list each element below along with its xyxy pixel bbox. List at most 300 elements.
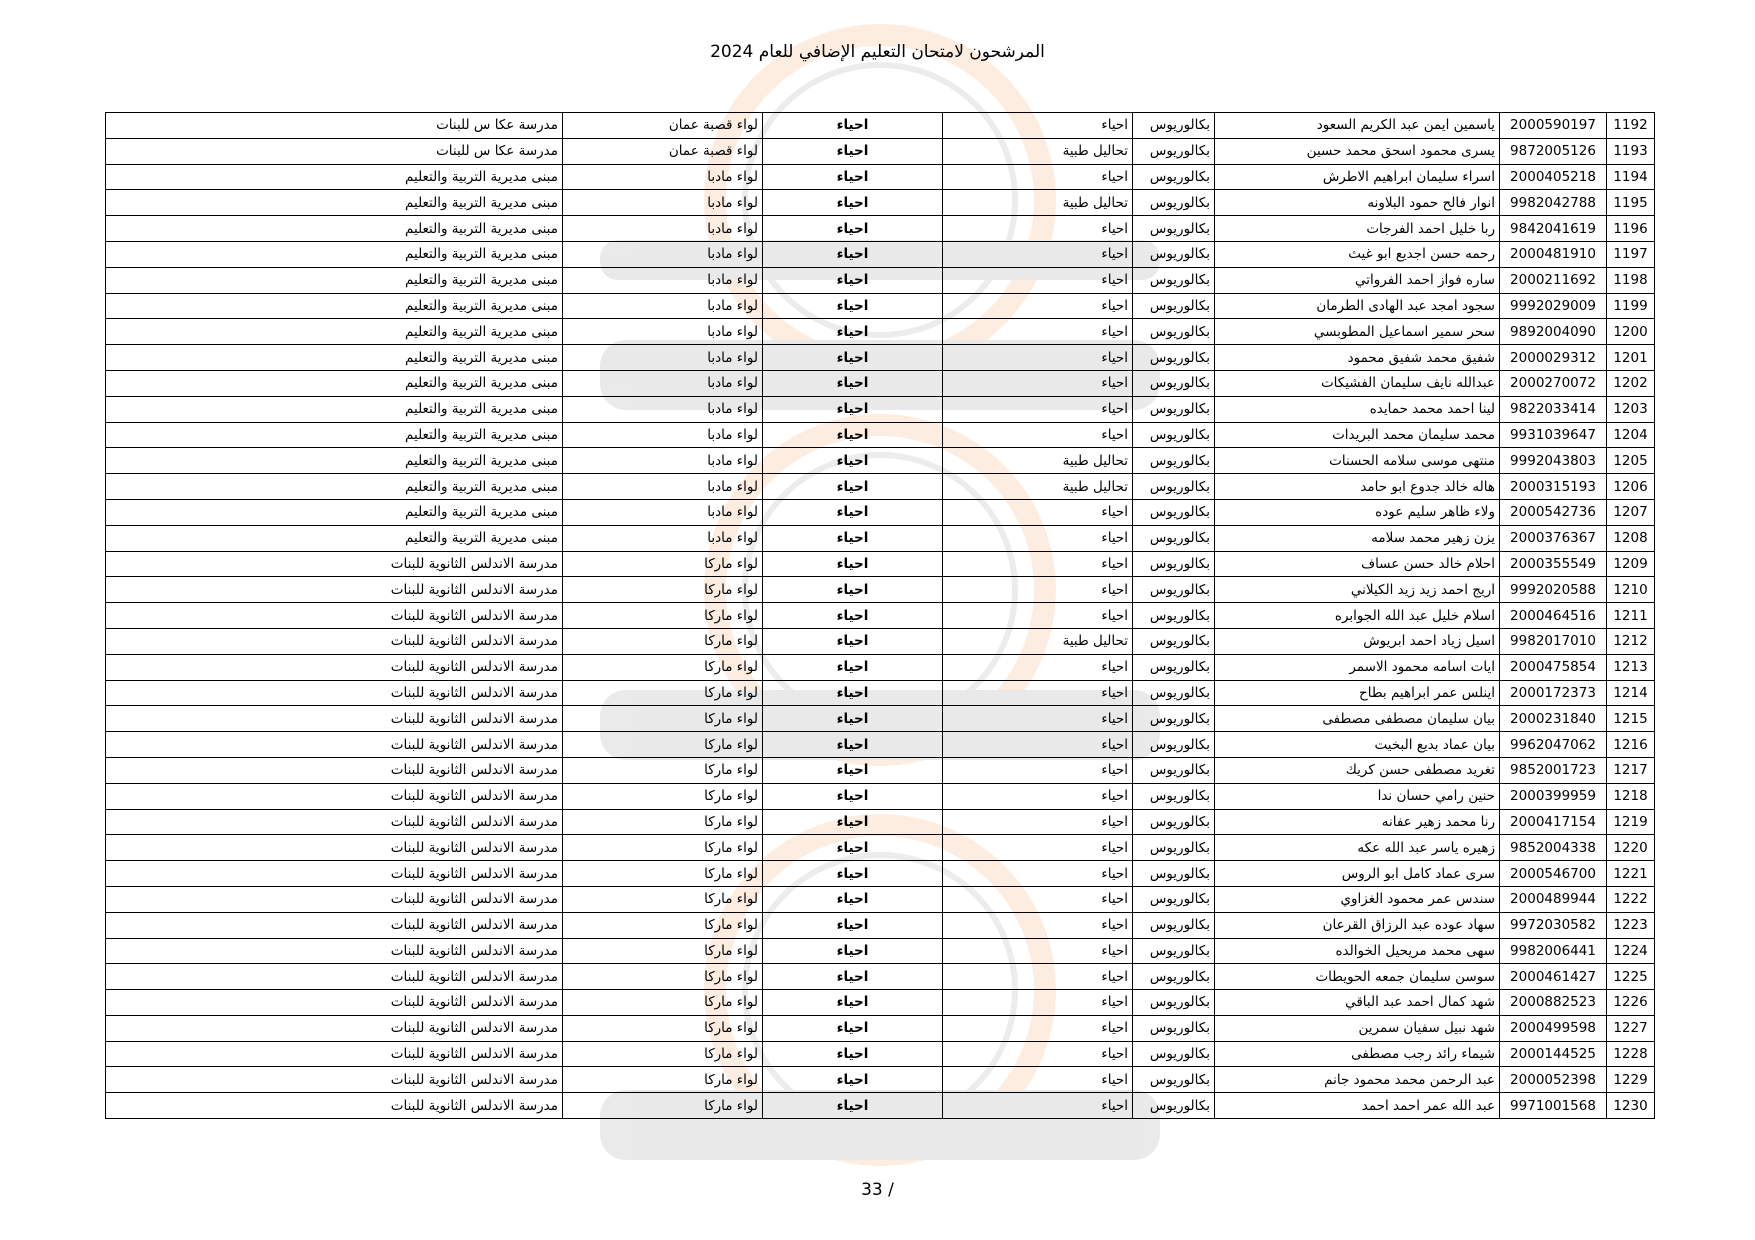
cell-degree: بكالوريوس (1133, 757, 1215, 783)
cell-degree: بكالوريوس (1133, 551, 1215, 577)
cell-degree: بكالوريوس (1133, 370, 1215, 396)
cell-national-id: 2000144525 (1500, 1041, 1607, 1067)
cell-name: سجود امجد عبد الهادى الطرمان (1215, 293, 1500, 319)
cell-seq: 1207 (1607, 499, 1655, 525)
cell-seq: 1222 (1607, 886, 1655, 912)
cell-major: تحاليل طبية (943, 448, 1133, 474)
cell-exam-center: مدرسة الاندلس الثانوية للبنات (106, 938, 563, 964)
cell-major: احياء (943, 732, 1133, 758)
candidates-table-container (105, 112, 1654, 1119)
cell-major: احياء (943, 499, 1133, 525)
cell-seq: 1217 (1607, 757, 1655, 783)
cell-seq: 1212 (1607, 628, 1655, 654)
cell-exam-center: مبنى مديرية التربية والتعليم (106, 499, 563, 525)
table-row (106, 1093, 1655, 1119)
table-row (106, 551, 1655, 577)
cell-name: اسلام خليل عبد الله الجوابره (1215, 603, 1500, 629)
cell-specialization: احياء (763, 396, 943, 422)
cell-major: احياء (943, 603, 1133, 629)
cell-national-id: 2000211692 (1500, 267, 1607, 293)
table-row (106, 757, 1655, 783)
cell-seq: 1199 (1607, 293, 1655, 319)
cell-national-id: 2000052398 (1500, 1067, 1607, 1093)
cell-district: لواء مادبا (563, 164, 763, 190)
cell-specialization: احياء (763, 628, 943, 654)
cell-national-id: 2000461427 (1500, 964, 1607, 990)
cell-seq: 1200 (1607, 319, 1655, 345)
cell-district: لواء ماركا (563, 551, 763, 577)
cell-exam-center: مبنى مديرية التربية والتعليم (106, 293, 563, 319)
table-row (106, 809, 1655, 835)
cell-degree: بكالوريوس (1133, 577, 1215, 603)
cell-national-id: 9992020588 (1500, 577, 1607, 603)
cell-district: لواء مادبا (563, 216, 763, 242)
cell-national-id: 2000029312 (1500, 345, 1607, 371)
cell-name: سوسن سليمان جمعه الحويطات (1215, 964, 1500, 990)
cell-name: سرى عماد كامل ابو الروس (1215, 861, 1500, 887)
cell-major: احياء (943, 241, 1133, 267)
cell-specialization: احياء (763, 499, 943, 525)
cell-specialization: احياء (763, 990, 943, 1016)
cell-specialization: احياء (763, 603, 943, 629)
table-row (106, 293, 1655, 319)
cell-name: تغريد مصطفى حسن كريك (1215, 757, 1500, 783)
cell-major: احياء (943, 577, 1133, 603)
cell-seq: 1209 (1607, 551, 1655, 577)
cell-district: لواء مادبا (563, 396, 763, 422)
cell-major: احياء (943, 216, 1133, 242)
table-row (106, 113, 1655, 139)
table-body (106, 113, 1655, 1119)
cell-national-id: 9972030582 (1500, 912, 1607, 938)
cell-major: احياء (943, 293, 1133, 319)
cell-seq: 1229 (1607, 1067, 1655, 1093)
cell-name: اسراء سليمان ابراهيم الاطرش (1215, 164, 1500, 190)
cell-degree: بكالوريوس (1133, 525, 1215, 551)
table-row (106, 241, 1655, 267)
cell-degree: بكالوريوس (1133, 809, 1215, 835)
table-row (106, 345, 1655, 371)
cell-major: احياء (943, 886, 1133, 912)
cell-seq: 1210 (1607, 577, 1655, 603)
cell-name: سهى محمد مريحيل الخوالده (1215, 938, 1500, 964)
table-row (106, 990, 1655, 1016)
cell-district: لواء قصبة عمان (563, 113, 763, 139)
page-title: المرشحون لامتحان التعليم الإضافي للعام 2024 (710, 42, 1045, 62)
cell-major: احياء (943, 370, 1133, 396)
cell-specialization: احياء (763, 835, 943, 861)
cell-degree: بكالوريوس (1133, 345, 1215, 371)
cell-district: لواء ماركا (563, 603, 763, 629)
cell-specialization: احياء (763, 964, 943, 990)
cell-district: لواء ماركا (563, 1015, 763, 1041)
table-row (106, 164, 1655, 190)
cell-exam-center: مبنى مديرية التربية والتعليم (106, 164, 563, 190)
cell-degree: بكالوريوس (1133, 396, 1215, 422)
cell-degree: بكالوريوس (1133, 706, 1215, 732)
cell-seq: 1208 (1607, 525, 1655, 551)
cell-district: لواء ماركا (563, 990, 763, 1016)
table-row (106, 1067, 1655, 1093)
cell-exam-center: مدرسة الاندلس الثانوية للبنات (106, 912, 563, 938)
cell-seq: 1228 (1607, 1041, 1655, 1067)
cell-district: لواء مادبا (563, 474, 763, 500)
cell-major: احياء (943, 422, 1133, 448)
cell-national-id: 2000542736 (1500, 499, 1607, 525)
cell-exam-center: مدرسة عكا س للبنات (106, 113, 563, 139)
cell-degree: بكالوريوس (1133, 293, 1215, 319)
cell-name: بيان سليمان مصطفى مصطفى (1215, 706, 1500, 732)
table-row (106, 448, 1655, 474)
cell-district: لواء مادبا (563, 345, 763, 371)
cell-name: عبد الرحمن محمد محمود جانم (1215, 1067, 1500, 1093)
cell-degree: بكالوريوس (1133, 267, 1215, 293)
cell-specialization: احياء (763, 577, 943, 603)
cell-name: رنا محمد زهير عفانه (1215, 809, 1500, 835)
cell-seq: 1202 (1607, 370, 1655, 396)
cell-degree: بكالوريوس (1133, 628, 1215, 654)
cell-major: احياء (943, 113, 1133, 139)
table-row (106, 138, 1655, 164)
cell-name: سحر سمير اسماعيل المطوبسي (1215, 319, 1500, 345)
cell-major: احياء (943, 319, 1133, 345)
cell-seq: 1194 (1607, 164, 1655, 190)
cell-national-id: 9962047062 (1500, 732, 1607, 758)
cell-degree: بكالوريوس (1133, 241, 1215, 267)
cell-specialization: احياء (763, 293, 943, 319)
cell-exam-center: مبنى مديرية التربية والتعليم (106, 345, 563, 371)
cell-major: احياء (943, 654, 1133, 680)
cell-specialization: احياء (763, 1041, 943, 1067)
cell-specialization: احياء (763, 912, 943, 938)
table-row (106, 706, 1655, 732)
cell-district: لواء ماركا (563, 1067, 763, 1093)
cell-major: احياء (943, 835, 1133, 861)
cell-district: لواء مادبا (563, 267, 763, 293)
cell-major: احياء (943, 680, 1133, 706)
cell-degree: بكالوريوس (1133, 680, 1215, 706)
cell-exam-center: مدرسة الاندلس الثانوية للبنات (106, 603, 563, 629)
cell-national-id: 9842041619 (1500, 216, 1607, 242)
cell-exam-center: مدرسة الاندلس الثانوية للبنات (106, 783, 563, 809)
table-row (106, 680, 1655, 706)
table-row (106, 783, 1655, 809)
cell-specialization: احياء (763, 680, 943, 706)
cell-degree: بكالوريوس (1133, 1093, 1215, 1119)
cell-exam-center: مدرسة الاندلس الثانوية للبنات (106, 861, 563, 887)
table-row (106, 499, 1655, 525)
cell-specialization: احياء (763, 216, 943, 242)
cell-national-id: 2000405218 (1500, 164, 1607, 190)
cell-specialization: احياء (763, 1093, 943, 1119)
cell-seq: 1205 (1607, 448, 1655, 474)
cell-specialization: احياء (763, 319, 943, 345)
cell-name: يسرى محمود اسحق محمد حسين (1215, 138, 1500, 164)
cell-name: رحمه حسن اجديع ابو غيث (1215, 241, 1500, 267)
cell-degree: بكالوريوس (1133, 990, 1215, 1016)
cell-exam-center: مبنى مديرية التربية والتعليم (106, 448, 563, 474)
cell-name: ايات اسامه محمود الاسمر (1215, 654, 1500, 680)
table-row (106, 577, 1655, 603)
table-row (106, 319, 1655, 345)
cell-district: لواء مادبا (563, 422, 763, 448)
cell-seq: 1226 (1607, 990, 1655, 1016)
cell-specialization: احياء (763, 448, 943, 474)
cell-name: لينا احمد محمد حمايده (1215, 396, 1500, 422)
cell-specialization: احياء (763, 138, 943, 164)
cell-major: احياء (943, 396, 1133, 422)
cell-exam-center: مبنى مديرية التربية والتعليم (106, 216, 563, 242)
cell-major: احياء (943, 964, 1133, 990)
cell-degree: بكالوريوس (1133, 654, 1215, 680)
cell-seq: 1227 (1607, 1015, 1655, 1041)
cell-exam-center: مدرسة عكا س للبنات (106, 138, 563, 164)
cell-national-id: 9822033414 (1500, 396, 1607, 422)
cell-national-id: 9982017010 (1500, 628, 1607, 654)
cell-degree: بكالوريوس (1133, 1041, 1215, 1067)
cell-exam-center: مبنى مديرية التربية والتعليم (106, 474, 563, 500)
cell-national-id: 9872005126 (1500, 138, 1607, 164)
cell-major: احياء (943, 1041, 1133, 1067)
cell-specialization: احياء (763, 757, 943, 783)
cell-national-id: 2000355549 (1500, 551, 1607, 577)
cell-degree: بكالوريوس (1133, 861, 1215, 887)
cell-name: اسيل زياد احمد ابريوش (1215, 628, 1500, 654)
cell-national-id: 9971001568 (1500, 1093, 1607, 1119)
cell-national-id: 9852001723 (1500, 757, 1607, 783)
cell-district: لواء ماركا (563, 835, 763, 861)
table-row (106, 912, 1655, 938)
cell-seq: 1216 (1607, 732, 1655, 758)
cell-specialization: احياء (763, 1015, 943, 1041)
cell-seq: 1223 (1607, 912, 1655, 938)
table-row (106, 886, 1655, 912)
cell-name: يزن زهير محمد سلامه (1215, 525, 1500, 551)
cell-national-id: 9992043803 (1500, 448, 1607, 474)
cell-national-id: 2000464516 (1500, 603, 1607, 629)
cell-major: احياء (943, 267, 1133, 293)
cell-specialization: احياء (763, 732, 943, 758)
cell-name: زهيره ياسر عبد الله عكه (1215, 835, 1500, 861)
cell-national-id: 2000231840 (1500, 706, 1607, 732)
cell-national-id: 2000315193 (1500, 474, 1607, 500)
cell-major: تحاليل طبية (943, 628, 1133, 654)
cell-district: لواء ماركا (563, 654, 763, 680)
cell-name: شيماء رائد رجب مصطفى (1215, 1041, 1500, 1067)
cell-exam-center: مدرسة الاندلس الثانوية للبنات (106, 1067, 563, 1093)
cell-name: محمد سليمان محمد البريدات (1215, 422, 1500, 448)
cell-national-id: 9931039647 (1500, 422, 1607, 448)
cell-seq: 1225 (1607, 964, 1655, 990)
cell-major: احياء (943, 525, 1133, 551)
cell-degree: بكالوريوس (1133, 835, 1215, 861)
cell-district: لواء ماركا (563, 809, 763, 835)
cell-district: لواء ماركا (563, 964, 763, 990)
cell-seq: 1195 (1607, 190, 1655, 216)
cell-exam-center: مبنى مديرية التربية والتعليم (106, 190, 563, 216)
cell-exam-center: مبنى مديرية التربية والتعليم (106, 525, 563, 551)
cell-national-id: 2000489944 (1500, 886, 1607, 912)
cell-exam-center: مبنى مديرية التربية والتعليم (106, 396, 563, 422)
cell-seq: 1192 (1607, 113, 1655, 139)
table-row (106, 1041, 1655, 1067)
cell-national-id: 2000546700 (1500, 861, 1607, 887)
cell-seq: 1219 (1607, 809, 1655, 835)
cell-seq: 1224 (1607, 938, 1655, 964)
cell-specialization: احياء (763, 938, 943, 964)
cell-national-id: 9982006441 (1500, 938, 1607, 964)
cell-exam-center: مدرسة الاندلس الثانوية للبنات (106, 706, 563, 732)
cell-degree: بكالوريوس (1133, 474, 1215, 500)
cell-national-id: 2000481910 (1500, 241, 1607, 267)
cell-major: تحاليل طبية (943, 190, 1133, 216)
cell-district: لواء مادبا (563, 370, 763, 396)
cell-seq: 1218 (1607, 783, 1655, 809)
cell-major: احياء (943, 1067, 1133, 1093)
cell-degree: بكالوريوس (1133, 603, 1215, 629)
cell-exam-center: مدرسة الاندلس الثانوية للبنات (106, 990, 563, 1016)
cell-district: لواء ماركا (563, 577, 763, 603)
cell-specialization: احياء (763, 113, 943, 139)
cell-national-id: 2000172373 (1500, 680, 1607, 706)
cell-degree: بكالوريوس (1133, 190, 1215, 216)
cell-degree: بكالوريوس (1133, 1067, 1215, 1093)
cell-major: احياء (943, 990, 1133, 1016)
cell-specialization: احياء (763, 164, 943, 190)
cell-national-id: 2000417154 (1500, 809, 1607, 835)
candidates-table (105, 112, 1655, 1119)
cell-district: لواء ماركا (563, 757, 763, 783)
cell-specialization: احياء (763, 654, 943, 680)
cell-specialization: احياء (763, 241, 943, 267)
cell-seq: 1215 (1607, 706, 1655, 732)
table-row (106, 216, 1655, 242)
cell-degree: بكالوريوس (1133, 783, 1215, 809)
cell-name: ولاء ظاهر سليم عوده (1215, 499, 1500, 525)
cell-exam-center: مبنى مديرية التربية والتعليم (106, 267, 563, 293)
cell-national-id: 2000270072 (1500, 370, 1607, 396)
cell-exam-center: مدرسة الاندلس الثانوية للبنات (106, 680, 563, 706)
table-row (106, 938, 1655, 964)
cell-major: احياء (943, 809, 1133, 835)
cell-exam-center: مدرسة الاندلس الثانوية للبنات (106, 1093, 563, 1119)
table-row (106, 964, 1655, 990)
cell-district: لواء ماركا (563, 938, 763, 964)
cell-seq: 1193 (1607, 138, 1655, 164)
cell-district: لواء ماركا (563, 1093, 763, 1119)
cell-specialization: احياء (763, 267, 943, 293)
cell-district: لواء ماركا (563, 1041, 763, 1067)
cell-major: احياء (943, 861, 1133, 887)
cell-major: احياء (943, 164, 1133, 190)
cell-degree: بكالوريوس (1133, 938, 1215, 964)
cell-specialization: احياء (763, 809, 943, 835)
cell-district: لواء مادبا (563, 448, 763, 474)
cell-seq: 1196 (1607, 216, 1655, 242)
cell-seq: 1213 (1607, 654, 1655, 680)
cell-specialization: احياء (763, 345, 943, 371)
cell-national-id: 9852004338 (1500, 835, 1607, 861)
cell-district: لواء مادبا (563, 241, 763, 267)
cell-exam-center: مدرسة الاندلس الثانوية للبنات (106, 1041, 563, 1067)
cell-major: احياء (943, 551, 1133, 577)
cell-national-id: 9892004090 (1500, 319, 1607, 345)
cell-degree: بكالوريوس (1133, 1015, 1215, 1041)
cell-district: لواء ماركا (563, 680, 763, 706)
cell-district: لواء ماركا (563, 628, 763, 654)
cell-degree: بكالوريوس (1133, 499, 1215, 525)
cell-degree: بكالوريوس (1133, 422, 1215, 448)
cell-specialization: احياء (763, 525, 943, 551)
table-row (106, 422, 1655, 448)
table-row (106, 396, 1655, 422)
cell-name: منتهى موسى سلامه الحسنات (1215, 448, 1500, 474)
cell-national-id: 9982042788 (1500, 190, 1607, 216)
cell-name: ياسمين ايمن عبد الكريم السعود (1215, 113, 1500, 139)
cell-specialization: احياء (763, 1067, 943, 1093)
cell-national-id: 2000590197 (1500, 113, 1607, 139)
cell-specialization: احياء (763, 861, 943, 887)
cell-specialization: احياء (763, 551, 943, 577)
cell-seq: 1203 (1607, 396, 1655, 422)
cell-name: شهد نبيل سفيان سمرين (1215, 1015, 1500, 1041)
cell-district: لواء مادبا (563, 525, 763, 551)
cell-name: سندس عمر محمود الغزاوي (1215, 886, 1500, 912)
table-row (106, 1015, 1655, 1041)
cell-major: احياء (943, 938, 1133, 964)
cell-seq: 1197 (1607, 241, 1655, 267)
cell-specialization: احياء (763, 370, 943, 396)
cell-major: احياء (943, 1093, 1133, 1119)
cell-degree: بكالوريوس (1133, 138, 1215, 164)
cell-seq: 1206 (1607, 474, 1655, 500)
cell-seq: 1204 (1607, 422, 1655, 448)
cell-major: احياء (943, 783, 1133, 809)
cell-degree: بكالوريوس (1133, 448, 1215, 474)
cell-national-id: 2000882523 (1500, 990, 1607, 1016)
cell-district: لواء مادبا (563, 499, 763, 525)
cell-district: لواء ماركا (563, 912, 763, 938)
cell-name: بيان عماد بديع البخيت (1215, 732, 1500, 758)
cell-major: احياء (943, 912, 1133, 938)
cell-exam-center: مدرسة الاندلس الثانوية للبنات (106, 809, 563, 835)
cell-name: انوار فالح حمود البلاونه (1215, 190, 1500, 216)
cell-seq: 1211 (1607, 603, 1655, 629)
cell-seq: 1214 (1607, 680, 1655, 706)
table-row (106, 732, 1655, 758)
cell-district: لواء مادبا (563, 293, 763, 319)
cell-degree: بكالوريوس (1133, 319, 1215, 345)
cell-exam-center: مبنى مديرية التربية والتعليم (106, 422, 563, 448)
cell-district: لواء ماركا (563, 706, 763, 732)
cell-district: لواء ماركا (563, 783, 763, 809)
cell-exam-center: مبنى مديرية التربية والتعليم (106, 370, 563, 396)
cell-name: ربا خليل احمد الفرجات (1215, 216, 1500, 242)
cell-district: لواء ماركا (563, 732, 763, 758)
cell-district: لواء مادبا (563, 319, 763, 345)
cell-specialization: احياء (763, 706, 943, 732)
cell-exam-center: مدرسة الاندلس الثانوية للبنات (106, 628, 563, 654)
cell-name: احلام خالد حسن عساف (1215, 551, 1500, 577)
cell-national-id: 9992029009 (1500, 293, 1607, 319)
cell-name: هاله خالد جدوع ابو حامد (1215, 474, 1500, 500)
cell-major: احياء (943, 706, 1133, 732)
cell-exam-center: مدرسة الاندلس الثانوية للبنات (106, 1015, 563, 1041)
table-row (106, 370, 1655, 396)
cell-national-id: 2000475854 (1500, 654, 1607, 680)
cell-national-id: 2000376367 (1500, 525, 1607, 551)
cell-name: عبد الله عمر احمد احمد (1215, 1093, 1500, 1119)
